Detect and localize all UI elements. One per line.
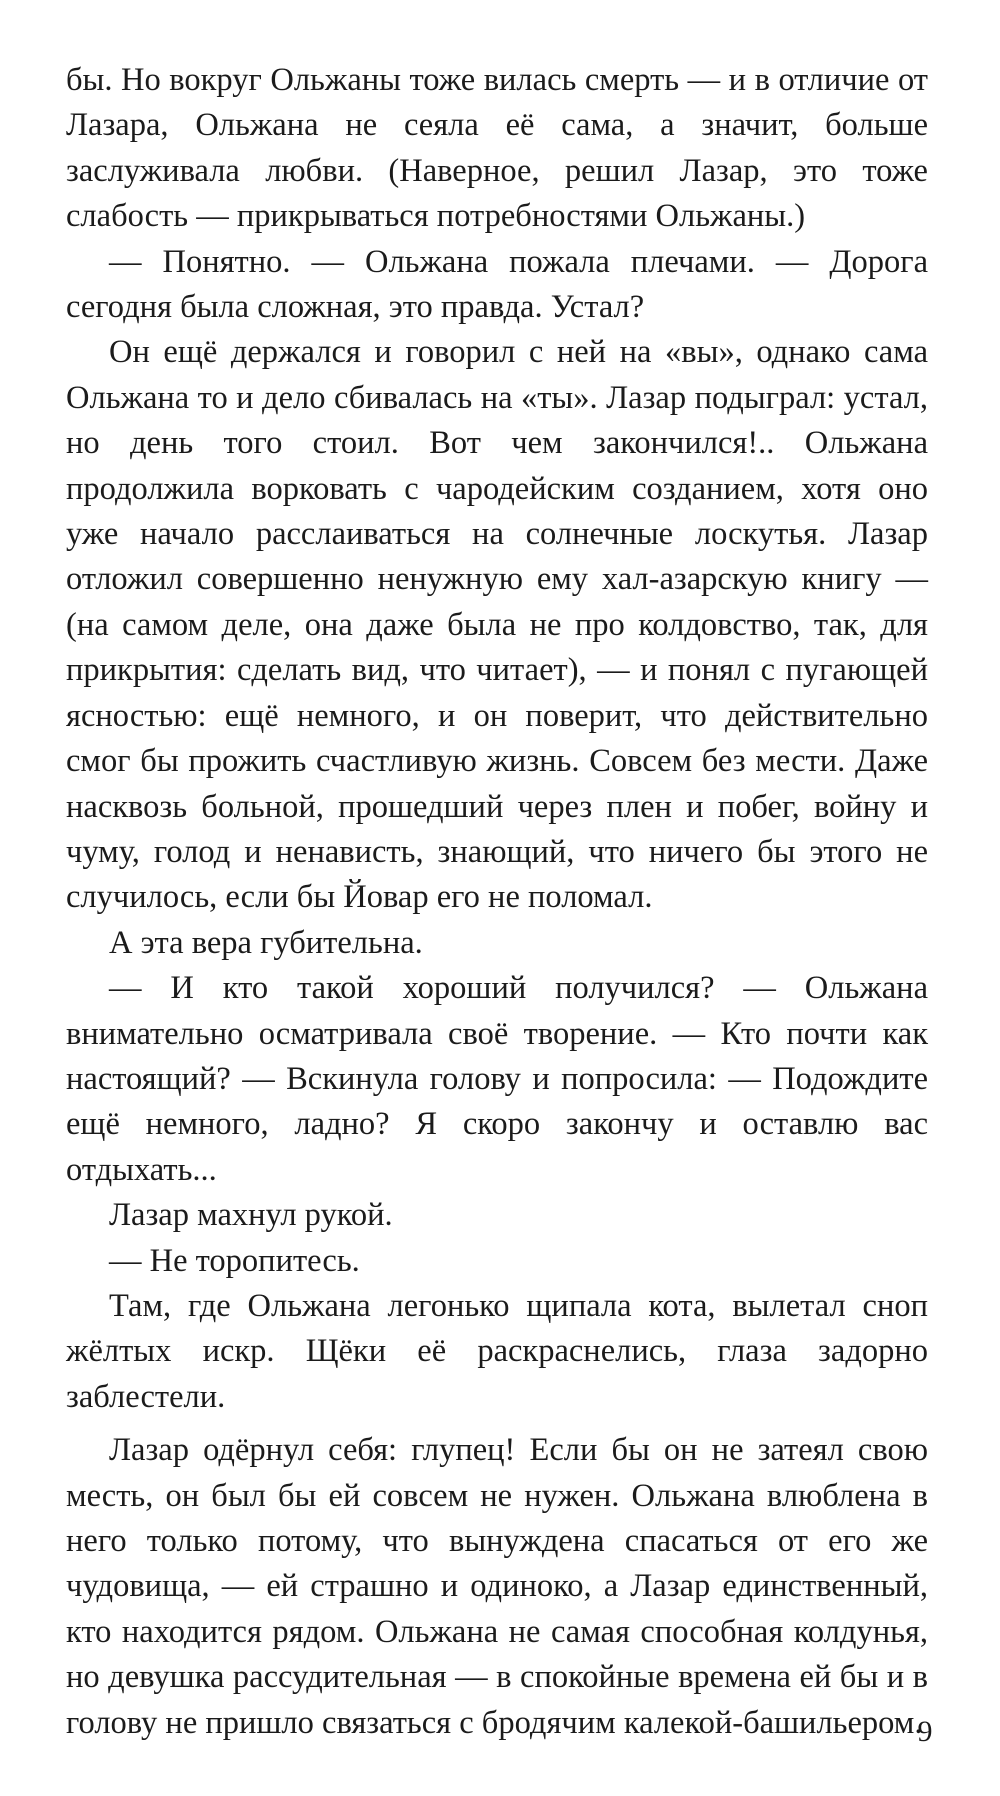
paragraph-9: Лазар одёрнул себя: глупец! Если бы он не затеял свою месть, он был бы ей совсем не нужен. Ольжана влюблена в него только потому, что вынуждена спасаться от его же чудовища, — ей страшно и одиноко, а Лазар единственный, кто находится рядом. Ольжана не самая способная колдунья, но девушка рассудительная — в спокойные времена ей бы и в голову не пришло связаться с бродячим калекой-башильером. xyxy=(66,1432,928,1741)
paragraph-1: бы. Но вокруг Ольжаны тоже вилась смерть — и в отличие от Лазара, Ольжана не сеяла её сама, а значит, больше заслуживала любви. (Наверное, решил Лазар, это тоже слабость — прикрываться потребностями Ольжаны.) xyxy=(66,62,928,235)
paragraph-3: Он ещё держался и говорил с ней на «вы», однако сама Ольжана то и дело сбивалась на «ты». Лазар подыграл: устал, но день того стоил. Вот чем закончился!.. Ольжана продолжила ворковать с чародейским созданием, хотя оно уже начало расслаиваться на солнечные лоскутья. Лазар отложил совершенно ненужную ему хал-азарскую книгу — (на самом деле, она даже была не про колдовство, так, для прикрытия: сделать вид, что читает), — и понял с пугающей ясностью: ещё немного, и он поверит, что действительно смог бы прожить счастливую жизнь. Совсем без мести. Даже насквозь больной, прошедший через плен и побег, войну и чуму, голод и ненависть, знающий, что ничего бы этого не случилось, если бы Йовар его не поломал. xyxy=(66,334,928,916)
page-body-text xyxy=(66,58,928,1746)
page-number: 9 xyxy=(917,1715,933,1748)
paragraph-2: — Понятно. — Ольжана пожала плечами. — Дорога сегодня была сложная, это правда. Устал? xyxy=(66,243,928,326)
paragraph-5: — И кто такой хороший получился? — Ольжана внимательно осматривала своё творение. — Кто почти как настоящий? — Вскинула голову и попросила: — Подождите ещё немного, ладно? Я скоро закончу и оставлю вас отдыхать... xyxy=(66,970,928,1188)
paragraph-4: А эта вера губительна. xyxy=(109,924,423,961)
paragraph-6: Лазар махнул рукой. xyxy=(109,1197,393,1234)
paragraph-7: — Не торопитесь. xyxy=(109,1242,360,1279)
paragraph-8: Там, где Ольжана легонько щипала кота, вылетал сноп жёлтых искр. Щёки её раскраснелись, глаза задорно заблестели. xyxy=(66,1287,928,1415)
